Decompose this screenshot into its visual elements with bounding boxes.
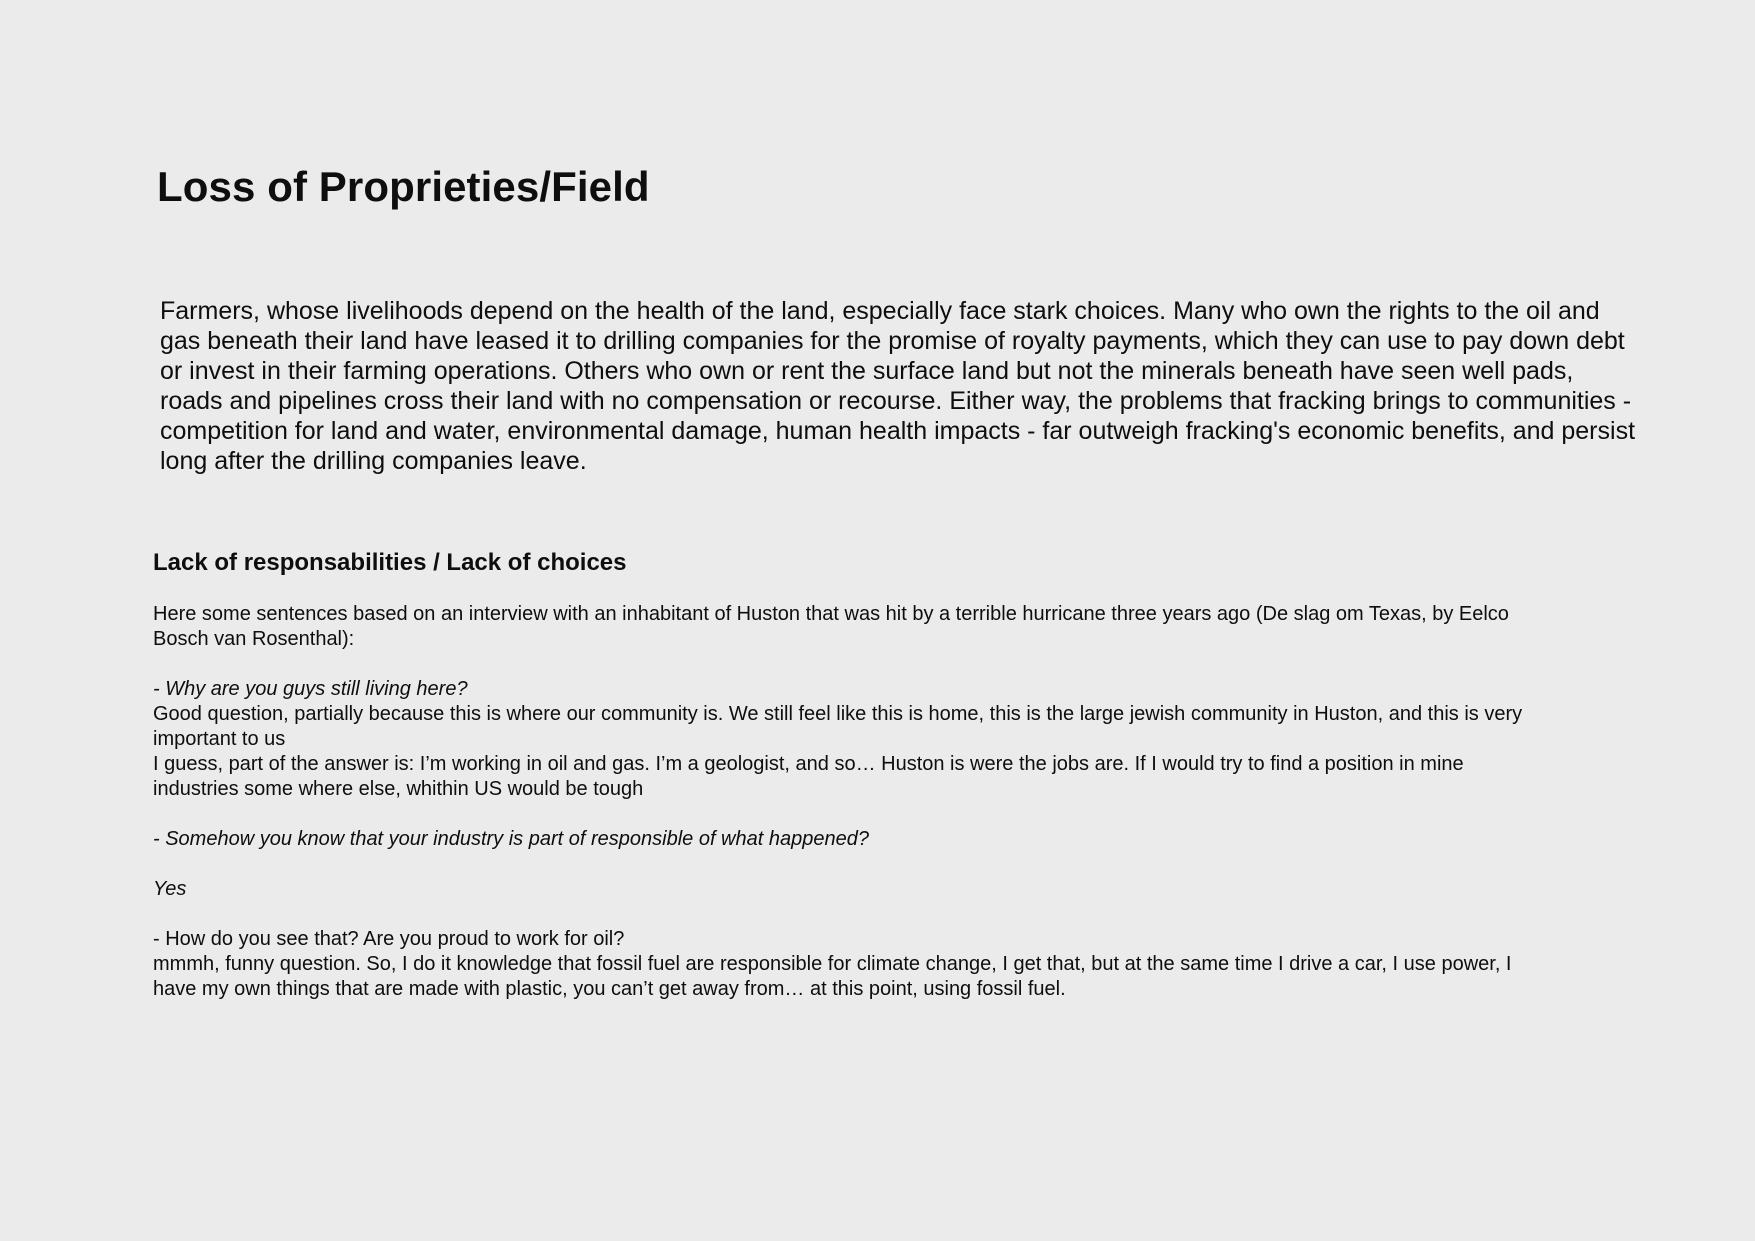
section-heading: Lack of responsabilities / Lack of choices	[153, 549, 627, 576]
spacer	[153, 652, 1553, 677]
answer-3: mmmh, funny question. So, I do it knowledge that fossil fuel are responsible for climate change, I get that, but at the same time I drive a car, I use power, I have my own things that are made with plastic, you can’t get away from… at this point, using fossil fuel.	[153, 953, 1512, 1000]
answer-1-part-2: I guess, part of the answer is: I’m working in oil and gas. I’m a geologist, and so… Huston is were the jobs are. If I would try to find a position in mine industries some where else, whithin US would be tough	[153, 753, 1464, 800]
intro-paragraph: Farmers, whose livelihoods depend on the health of the land, especially face stark choices. Many who own the rights to the oil and gas beneath their land have leased it to drilling companies for the promise of royalty payments, which they can use to pay down debt or invest in their farming operations. Others who own or rent the surface land but not the minerals beneath have seen well pads, roads and pipelines cross their land with no compensation or recourse. Either way, the problems that fracking brings to communities - competition for land and water, environmental damage, human health impacts - far outweigh fracking's economic benefits, and persist long after the drilling companies leave.	[160, 297, 1636, 475]
question-1: - Why are you guys still living here?	[153, 678, 468, 700]
spacer	[153, 902, 1553, 927]
question-3: - How do you see that? Are you proud to work for oil?	[153, 928, 625, 950]
question-2: - Somehow you know that your industry is part of responsible of what happened?	[153, 828, 869, 850]
qa-block-3	[153, 927, 1553, 1002]
page-title: Loss of Proprieties/Field	[157, 163, 650, 210]
answer-2: Yes	[153, 878, 187, 900]
context-text: Here some sentences based on an interview with an inhabitant of Huston that was hit by a terrible hurricane three years ago (De slag om Texas, by Eelco Bosch van Rosenthal):	[153, 603, 1509, 650]
interview-section	[153, 546, 1553, 1002]
qa-block-1	[153, 677, 1553, 802]
interview-context	[153, 602, 1553, 652]
spacer	[153, 852, 1553, 877]
answer-2-block	[153, 877, 1553, 902]
answer-1-part-1: Good question, partially because this is where our community is. We still feel like this is home, this is the large jewish community in Huston, and this is very important to us	[153, 703, 1523, 750]
spacer	[153, 802, 1553, 827]
qa-block-2	[153, 827, 1553, 852]
